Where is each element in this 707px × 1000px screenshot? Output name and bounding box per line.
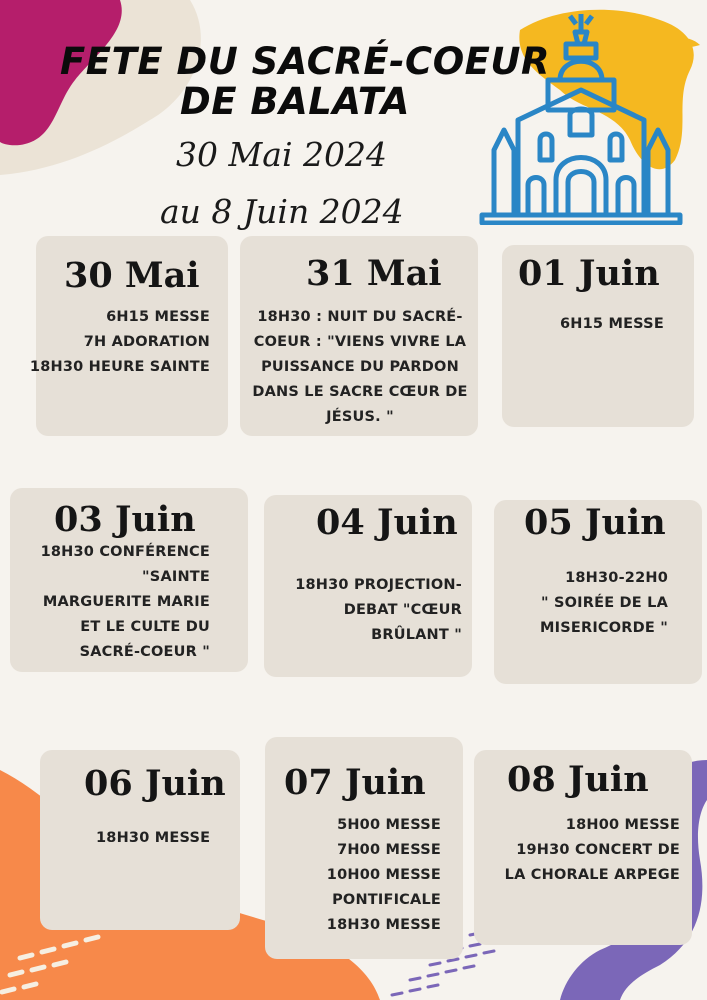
date-range-line-1: 30 Mai 2024 xyxy=(176,135,387,174)
title-line-2: DE BALATA xyxy=(180,80,410,123)
day-heading: 04 Juin xyxy=(316,502,458,543)
day-schedule: 5H00 MESSE 7H00 MESSE 10H00 MESSE PONTIFICALE 18H30 MESSE xyxy=(326,817,441,933)
day-heading: 01 Juin xyxy=(518,253,660,294)
day-heading: 07 Juin xyxy=(284,762,426,803)
day-schedule: 18H30-22H0 " SOIRÉE DE LA MISERICORDE " xyxy=(539,570,668,636)
day-heading: 30 Mai xyxy=(64,255,200,296)
day-schedule: 6H15 MESSE xyxy=(560,316,664,332)
day-schedule: 18H30 CONFÉRENCE "SAINTE MARGUERITE MARIE ET LE CULTE DU SACRÉ-COEUR " xyxy=(40,544,210,660)
day-heading: 03 Juin xyxy=(54,499,196,540)
day-heading: 08 Juin xyxy=(507,759,649,800)
day-schedule: 18H30 : NUIT DU SACRÉ- COEUR : "VIENS VIVRE LA PUISSANCE DU PARDON DANS LE SACRE CŒUR DE JÉSUS. " xyxy=(252,309,468,425)
day-schedule: 6H15 MESSE 7H ADORATION 18H30 HEURE SAINTE xyxy=(29,309,210,375)
day-schedule: 18H30 PROJECTION- DEBAT "CŒUR BRÛLANT " xyxy=(295,577,462,643)
day-schedule: 18H30 MESSE xyxy=(96,830,211,846)
day-schedule: 18H00 MESSE 19H30 CONCERT DE LA CHORALE ARPEGE xyxy=(504,817,680,883)
date-range-line-2: au 8 Juin 2024 xyxy=(160,192,404,231)
day-heading: 05 Juin xyxy=(524,502,666,543)
title-line-1: FETE DU SACRÉ-COEUR xyxy=(60,40,550,83)
day-heading: 31 Mai xyxy=(306,253,442,294)
day-heading: 06 Juin xyxy=(84,763,226,804)
